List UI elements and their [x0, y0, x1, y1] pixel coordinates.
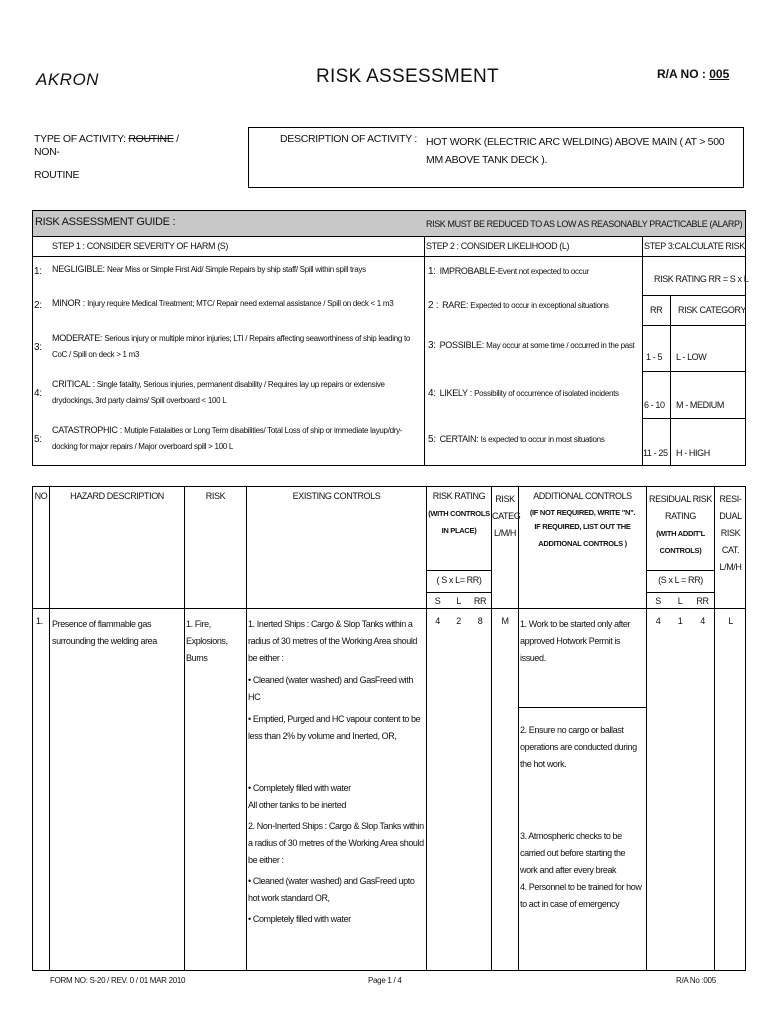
activity-description-label: DESCRIPTION OF ACTIVITY : [280, 133, 417, 145]
risk-category: M - MEDIUM [676, 400, 724, 410]
row-l: 2 [456, 616, 461, 626]
additional-sub1: (IF NOT REQUIRED, WRITE "N". [529, 508, 636, 517]
footer-form-no: FORM NO: S-20 / REV. 0 / 01 MAR 2010 [50, 976, 186, 985]
row-risk-category: M [501, 616, 509, 626]
residual-sub: (WITH ADDIT'L CONTROLS) [656, 529, 705, 555]
row-res-rr: 4 [700, 616, 705, 626]
additional-sub2: IF REQUIRED, LIST OUT THE ADDITIONAL CONTROLS ) [534, 522, 631, 548]
row-hazard: Presence of flammable gas surrounding the welding area [52, 619, 157, 646]
risk-category: L - LOW [676, 352, 707, 362]
step1-heading: STEP 1 : CONSIDER SEVERITY OF HARM (S) [52, 241, 229, 251]
page-title: RISK ASSESSMENT [316, 66, 499, 87]
col-controls: EXISTING CONTROLS [292, 491, 381, 501]
risk-category-header: RISK CATEGORY [678, 305, 746, 315]
col-additional-controls [519, 491, 646, 552]
residual-title: RESIDUAL RISK RATING [649, 494, 712, 521]
additional-item: 3. Atmospheric checks to be carried out before starting the work and after every break [520, 831, 626, 875]
col-rr: RR [473, 596, 487, 606]
company-name: AKRON [36, 70, 99, 89]
row-s: 4 [435, 616, 440, 626]
control-item: • Completely filled with water [248, 914, 351, 924]
step3-heading: STEP 3:CALCULATE RISK [644, 241, 745, 251]
row-res-category: L [728, 616, 733, 626]
step2-heading: STEP 2 : CONSIDER LIKELIHOOD (L) [426, 241, 570, 251]
guide-alarp: RISK MUST BE REDUCED TO AS LOW AS REASONABLY PRACTICABLE (ALARP) [426, 219, 743, 229]
activity-type-routine: ROUTINE [128, 133, 174, 145]
row-res-s: 4 [655, 616, 661, 626]
rr-formula: RISK RATING RR = S x L [654, 274, 749, 284]
likelihood-item: 3: POSSIBLE: May occur at some time / occurred in the past [428, 340, 635, 351]
severity-item: 5: CATASTROPHIC : Mutiple Fatalaities or Long Term disabilities/ Total Loss of ship or immediate layup/dry-docking for major repairs / Major overboard spill > 100 L [34, 425, 403, 451]
ra-number [657, 67, 729, 81]
risk-rating-title: RISK RATING [432, 491, 486, 501]
likelihood-item: 4: LIKELY : Possibility of occurrence of isolated incidents [428, 388, 619, 399]
row-existing-controls [248, 616, 424, 928]
row-risk: 1. Fire, Explosions, Burns [186, 619, 228, 663]
activity-description-value: HOT WORK (ELECTRIC ARC WELDING) ABOVE MAIN ( AT > 500 MM ABOVE TANK DECK ). [426, 136, 725, 166]
activity-type-label: TYPE OF ACTIVITY: [34, 133, 129, 145]
control-item: • Emptied, Purged and HC vapour content to be less than 2% by volume and Inerted, OR, [248, 714, 421, 741]
col-residual-category: RESI- DUAL RISK CAT. L/M/H [719, 494, 742, 572]
likelihood-item: 2 : RARE: Expected to occur in exceptional situations [428, 300, 609, 311]
control-item: • Cleaned (water washed) and GasFreed upto hot work standard OR, [248, 876, 415, 903]
col-no: NO [34, 491, 48, 501]
risk-rating-sub: (WITH CONTROLS IN PLACE) [428, 509, 490, 535]
col-risk-category [492, 491, 521, 542]
risk-category: H - HIGH [676, 448, 710, 458]
col-s: S [434, 596, 441, 606]
severity-item: 4: CRITICAL : Single fatality, Serious injuries, permanent disability / Requires lay up repairs or extensive drydockings, 3rd party claims/ Spill overboard < 100 L [34, 379, 385, 405]
likelihood-item: 1: IMPROBABLE-Event not expected to occur [428, 266, 589, 277]
footer-page: Page 1 / 4 [368, 976, 402, 985]
severity-item: 3: MODERATE: Serious injury or multiple minor injuries; LTI / Repairs affecting seaworthiness of ship leading to CoC / Spill on deck > 1 m3 [34, 333, 411, 359]
activity-type-suffix: / NON- [34, 133, 179, 158]
additional-item: 1. Work to be started only after approved Hotwork Permit is issued. [520, 619, 631, 663]
row-additional-controls [520, 616, 644, 913]
footer-ra-no: R/A No :005 [676, 976, 716, 985]
control-item: 1. Inerted Ships : Cargo & Slop Tanks within a radius of 30 metres of the Working Area should be either : [248, 619, 418, 663]
col-res-rr: RR [696, 596, 709, 606]
risk-cat-line2: CATEG [492, 511, 521, 521]
control-item: 2. Non-Inerted Ships : Cargo & Slop Tanks within a radius of 30 metres of the Working Area should be either : [248, 821, 424, 865]
activity-type [34, 133, 194, 182]
additional-item: 2. Ensure no cargo or ballast operations are conducted during the hot work. [520, 725, 637, 769]
col-res-l: L [677, 596, 683, 606]
ra-label: R/A NO : [657, 67, 706, 81]
col-residual-rating [647, 491, 714, 559]
col-res-s: S [655, 596, 661, 606]
col-risk: RISK [205, 491, 226, 501]
additional-item: 4. Personnel to be trained for how to act in case of emergency [520, 882, 642, 909]
ra-value: 005 [709, 67, 730, 81]
residual-formula: (S x L = RR) [658, 575, 703, 585]
col-l: L [456, 596, 461, 606]
guide-title: RISK ASSESSMENT GUIDE : [35, 216, 176, 228]
row-no: 1. [36, 616, 43, 626]
risk-cat-line1: RISK [495, 494, 515, 504]
severity-item: 1: NEGLIGIBLE: Near Miss or Simple First Aid/ Simple Repairs by ship staff/ Spill within spill trays [34, 264, 366, 277]
control-item: • Cleaned (water washed) and GasFreed with HC [248, 675, 413, 702]
control-item: • Completely filled with water [248, 783, 351, 793]
rr-range: 1 - 5 [646, 352, 663, 362]
likelihood-item: 5: CERTAIN: Is expected to occur in most situations [428, 434, 605, 445]
risk-rating-formula: ( S x L= RR) [436, 575, 482, 585]
risk-cat-line3: L/M/H [493, 528, 516, 538]
row-rr: 8 [477, 616, 483, 626]
col-risk-rating [427, 491, 491, 539]
activity-type-line2: ROUTINE [34, 169, 80, 181]
row-res-l: 1 [677, 616, 683, 626]
rr-range: 11 - 25 [643, 448, 668, 458]
col-hazard: HAZARD DESCRIPTION [70, 491, 164, 501]
control-item: All other tanks to be inerted [248, 800, 346, 810]
severity-item: 2: MINOR : Injury require Medical Treatment; MTC/ Repair need external assistance / Spill on deck < 1 m3 [34, 298, 394, 311]
additional-title: ADDITIONAL CONTROLS [533, 491, 632, 501]
rr-range: 6 - 10 [644, 400, 665, 410]
rr-header: RR [650, 305, 663, 315]
